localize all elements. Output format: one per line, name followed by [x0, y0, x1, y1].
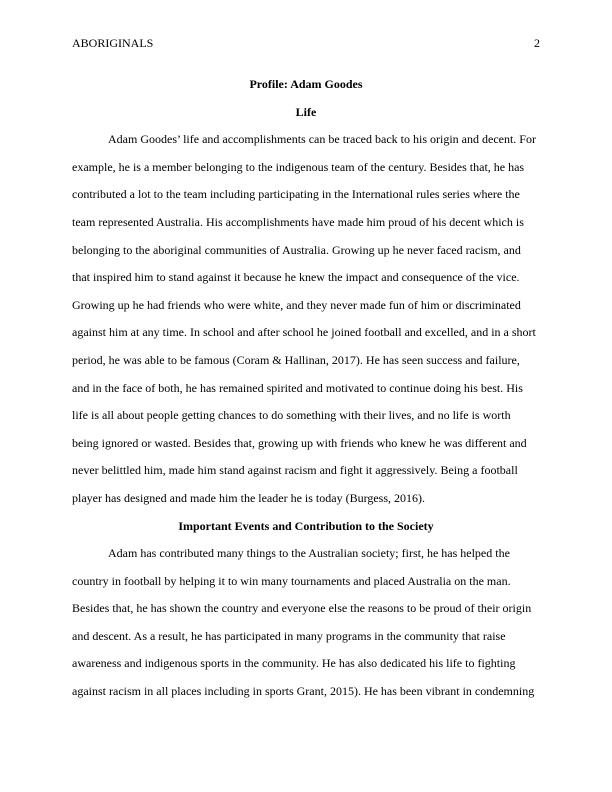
running-head: ABORIGINALS: [72, 36, 154, 50]
document-title: Profile: Adam Goodes: [249, 77, 363, 91]
life-paragraph: Adam Goodes’ life and accomplishments can be traced back to his origin and decent. For example, he is a member belonging to the indigenous team of the century. Besides that, he has contributed a lot to the team including participating in the International rules series where the team represented Australia. His accomplishments have made him proud of his decent which is belonging to the aboriginal communities of Australia. Growing up he never faced racism, and that inspired him to stand against it because he knew the impact and consequence of the vice. Growing up he had friends who were white, and they never made fun of him or discriminated against him at any time. In school and after school he joined football and excelled, and in a short period, he was able to be famous (Coram & Hallinan, 2017). He has seen success and failure, and in the face of both, he has remained spirited and motivated to continue doing his best. His life is all about people getting chances to do something with their lives, and no life is worth being ignored or wasted. Besides that, growing up with friends who knew he was different and never belittled him, made him stand against racism and fight it aggressively. Being a football player has designed and made him the leader he is today (Burgess, 2016).: [72, 132, 536, 505]
section-heading-events: Important Events and Contribution to the Society: [178, 518, 434, 533]
document-body: [72, 71, 540, 706]
events-paragraph: Adam has contributed many things to the Australian society; first, he has helped the country in football by helping it to win many tournaments and placed Australia on the man. Besides that, he has shown the country and everyone else the reasons to be proud of their origin and descent. As a result, he has participated in many programs in the community that raise awareness and indigenous sports in the community. He has also dedicated his life to fighting against racism in all places including in sports Grant, 2015). He has been vibrant in condemning: [72, 546, 535, 699]
page-number: 2: [534, 36, 540, 50]
page-header: [72, 36, 540, 52]
section-heading-life: Life: [295, 104, 317, 119]
